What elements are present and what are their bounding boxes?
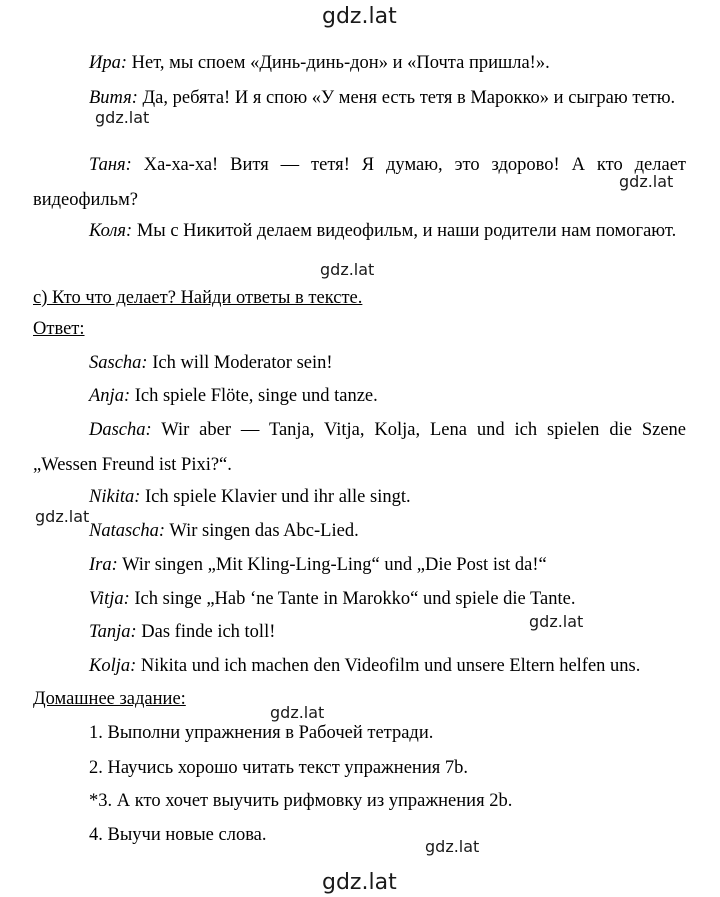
watermark: gdz.lat (95, 108, 150, 127)
watermark: gdz.lat (322, 870, 397, 895)
watermark: gdz.lat (425, 837, 480, 856)
watermark: gdz.lat (322, 4, 397, 29)
watermark: gdz.lat (320, 260, 375, 279)
homework-item: 1. Выполни упражнения в Рабочей тетради. (89, 723, 434, 743)
answer-text: Wir singen „Mit Kling-Ling-Ling“ und „Die Post ist da!“ (117, 555, 547, 575)
speaker-name: Коля: (89, 221, 133, 241)
speaker-name: Таня: (89, 155, 132, 175)
dialogue-line (33, 148, 686, 218)
dialogue-line (33, 81, 686, 116)
answer-text: Wir aber — Tanja, Vitja, Kolja, Lena und ich spielen die Szene „Wessen Freund ist Pixi?“. (33, 420, 686, 475)
answer-line (89, 486, 411, 508)
answer-text: Ich spiele Klavier und ihr alle singt. (140, 487, 411, 507)
speaker-name: Ira: (89, 555, 118, 575)
speaker-name: Nikita: (89, 487, 141, 507)
dialogue-text: Нет, мы споем «Динь-динь-дон» и «Почта пришла!». (127, 53, 550, 73)
dialogue-line (33, 46, 686, 81)
answer-text: Ich spiele Flöte, singe und tanze. (130, 386, 378, 406)
watermark: gdz.lat (35, 507, 90, 526)
homework-item: *3. А кто хочет выучить рифмовку из упражнения 2b. (89, 791, 513, 811)
dialogue-line (33, 214, 686, 249)
answer-line (89, 352, 333, 374)
watermark: gdz.lat (619, 172, 674, 191)
dialogue-text: Мы с Никитой делаем видеофильм, и наши родители нам помогают. (132, 221, 677, 241)
answer-line (33, 413, 686, 483)
answer-text: Ich will Moderator sein! (147, 353, 333, 373)
watermark: gdz.lat (529, 612, 584, 631)
answer-line (89, 554, 547, 576)
answer-line (89, 385, 378, 407)
homework-item: 4. Выучи новые слова. (89, 825, 267, 845)
homework-label: Домашнее задание: (33, 689, 186, 709)
dialogue-text: Да, ребята! И я спою «У меня есть тетя в Марокко» и сыграю тетю. (137, 88, 676, 108)
task-heading: с) Кто что делает? Найди ответы в тексте. (33, 288, 363, 308)
answer-line (89, 520, 359, 542)
speaker-name: Anja: (89, 386, 131, 406)
speaker-name: Kolja: (89, 656, 137, 676)
watermark: gdz.lat (270, 703, 325, 722)
speaker-name: Tanja: (89, 622, 137, 642)
speaker-name: Витя: (89, 88, 138, 108)
answer-line (89, 655, 640, 677)
answer-text: Ich singe „Hab ‘ne Tante in Marokko“ und spiele die Tante. (129, 589, 576, 609)
answer-text: Wir singen das Abc-Lied. (165, 521, 359, 541)
answer-line (89, 588, 576, 610)
answer-label: Ответ: (33, 319, 85, 339)
speaker-name: Sascha: (89, 353, 148, 373)
speaker-name: Dascha: (89, 420, 152, 440)
dialogue-text: Ха-ха-ха! Витя — тетя! Я думаю, это здорово! А кто делает видеофильм? (33, 155, 686, 210)
homework-item: 2. Научись хорошо читать текст упражнения 7b. (89, 758, 468, 778)
answer-text: Nikita und ich machen den Videofilm und unsere Eltern helfen uns. (136, 656, 641, 676)
speaker-name: Vitja: (89, 589, 130, 609)
answer-text: Das finde ich toll! (136, 622, 276, 642)
answer-line (89, 621, 275, 643)
speaker-name: Natascha: (89, 521, 166, 541)
speaker-name: Ира: (89, 53, 128, 73)
